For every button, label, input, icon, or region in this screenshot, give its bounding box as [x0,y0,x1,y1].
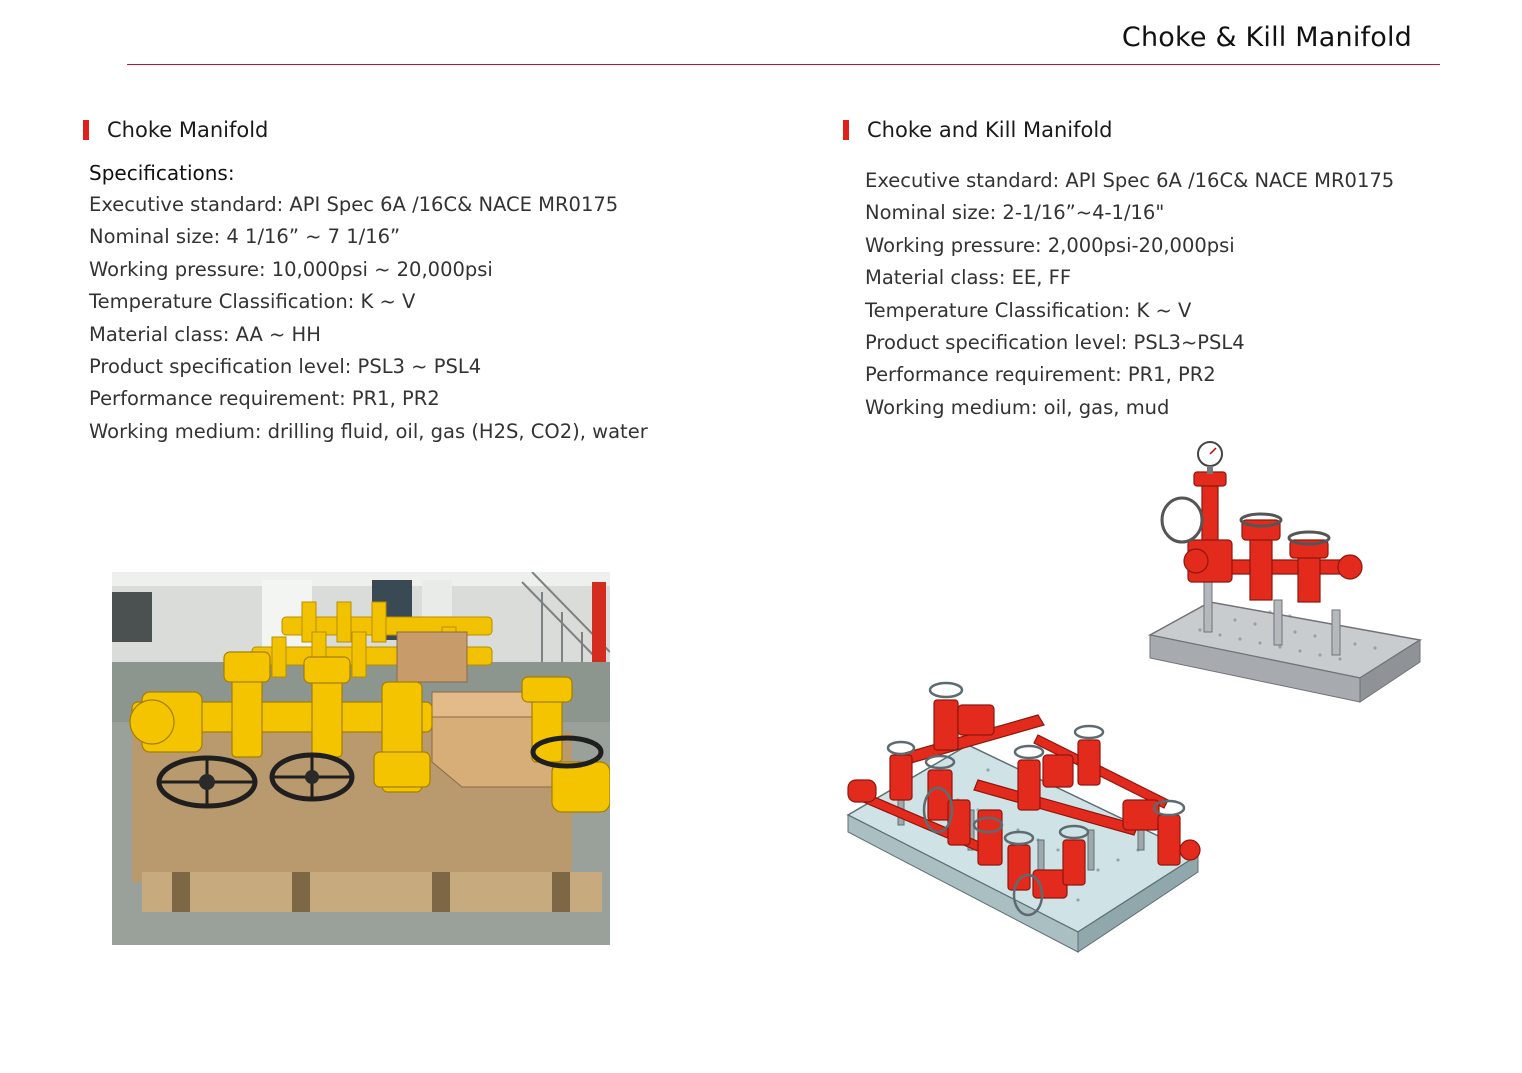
spec-item: Product specification level: PSL3~PSL4 [865,331,1245,355]
title-divider [127,64,1440,65]
spec-item: Working pressure: 10,000psi ~ 20,000psi [89,257,493,281]
specifications-label: Specifications: [89,161,235,185]
spec-item: Executive standard: API Spec 6A /16C& NACE MR0175 [865,169,1395,192]
spec-item: Product specification level: PSL3 ~ PSL4 [89,355,482,379]
spec-item: Working pressure: 2,000psi-20,000psi [865,233,1235,257]
spec-item: Performance requirement: PR1, PR2 [89,387,440,411]
section-heading [843,117,1483,143]
spec-item: Working medium: oil, gas, mud [865,395,1170,419]
spec-item: Nominal size: 2-1/16”~4-1/16" [865,201,1165,225]
spec-item: Material class: EE, FF [865,266,1072,290]
choke-and-kill-manifold-render [838,660,1208,965]
choke-manifold-section [83,117,763,448]
spec-item: Temperature Classification: K ~ V [89,290,416,314]
heading-marker [843,120,849,140]
spec-list [89,189,763,448]
spec-item: Material class: AA ~ HH [89,322,321,346]
spec-item: Executive standard: API Spec 6A /16C& NACE MR0175 [89,193,619,216]
spec-item: Performance requirement: PR1, PR2 [865,363,1216,387]
choke-manifold-photo [112,572,610,945]
heading-marker [83,120,89,140]
spec-item: Nominal size: 4 1/16” ~ 7 1/16” [89,225,401,249]
section-heading-text: Choke Manifold [107,118,269,142]
section-heading [83,117,763,143]
spec-item: Working medium: drilling fluid, oil, gas (H2S, CO2), water [89,419,648,443]
section-heading-text: Choke and Kill Manifold [867,118,1113,142]
spec-list [865,165,1483,424]
page-title: Choke & Kill Manifold [1121,22,1412,53]
choke-and-kill-manifold-section [843,117,1483,424]
spec-item: Temperature Classification: K ~ V [865,298,1192,322]
